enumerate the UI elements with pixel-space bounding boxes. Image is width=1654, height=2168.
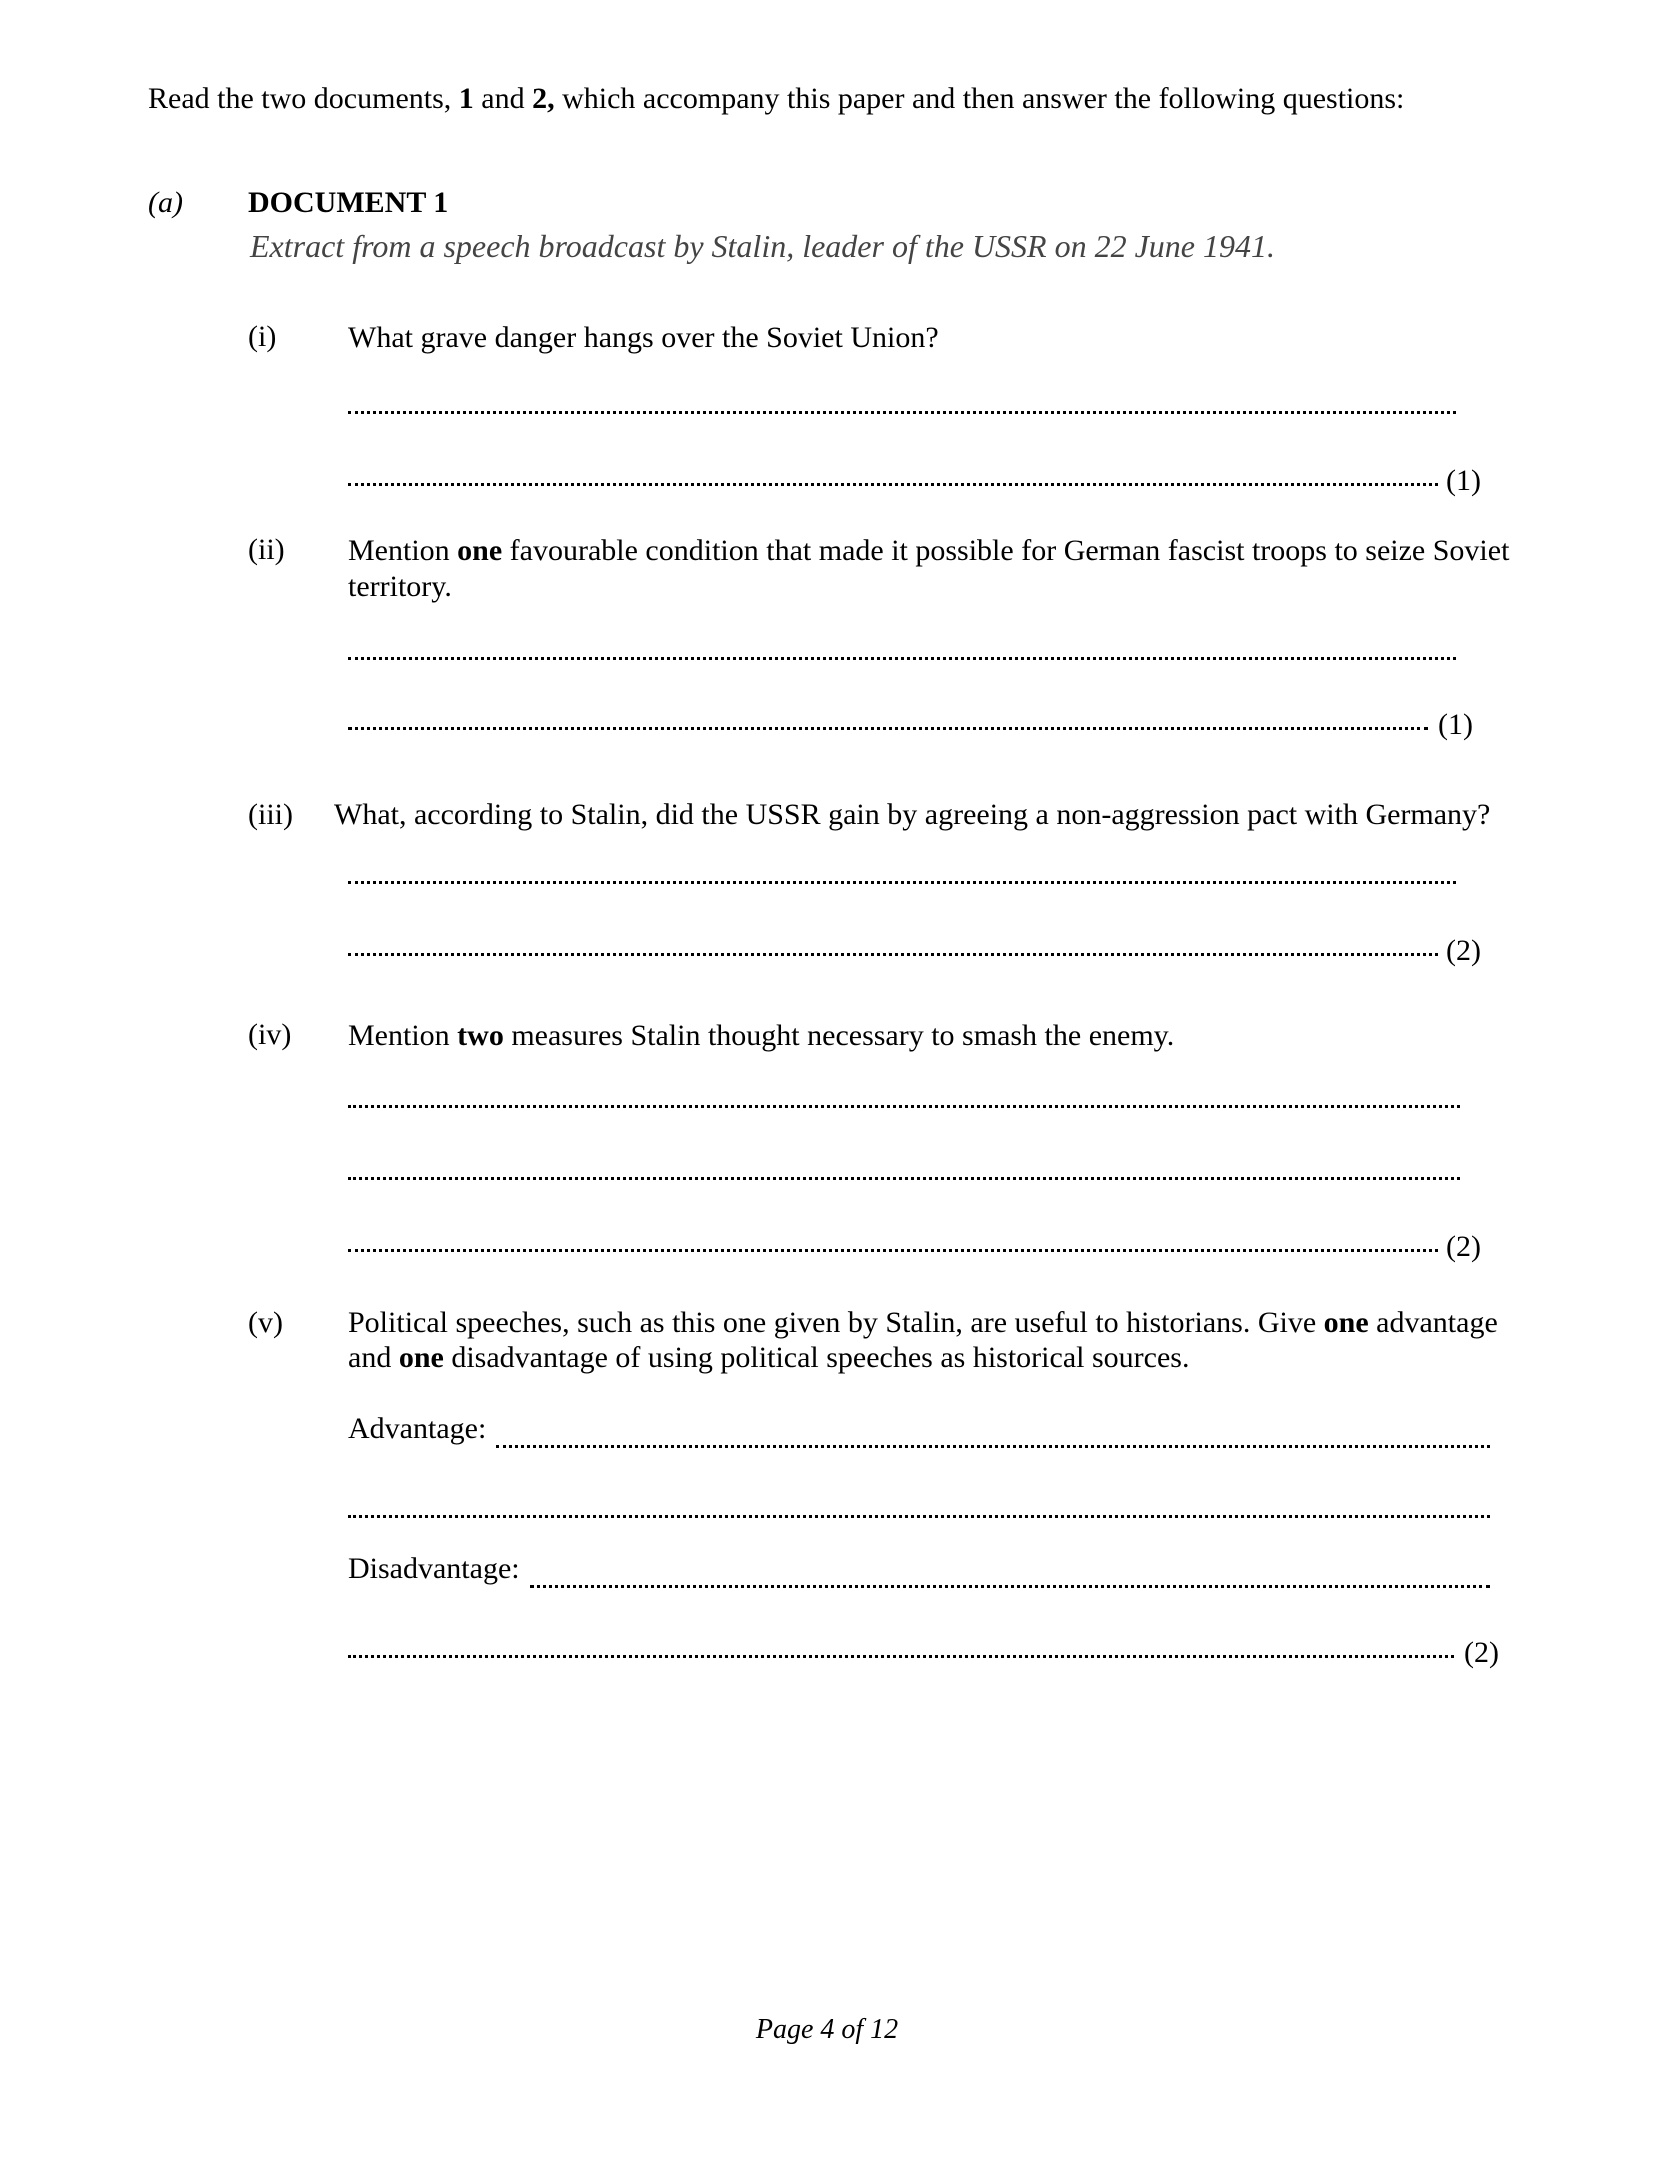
document-title: DOCUMENT 1	[248, 186, 449, 219]
answer-line[interactable]	[348, 1104, 1460, 1108]
marks-label: (2)	[1464, 1636, 1499, 1669]
question-text	[348, 1341, 1189, 1376]
disadvantage-answer-line[interactable]	[530, 1584, 1490, 1588]
answer-line[interactable]	[348, 726, 1428, 730]
emphasis: one	[1323, 1306, 1369, 1339]
question-text-part: and	[348, 1341, 399, 1374]
instructions-text: which accompany this paper and then answer the following questions:	[554, 82, 1405, 115]
disadvantage-label: Disadvantage:	[348, 1552, 520, 1585]
instructions-text: and	[473, 82, 533, 115]
document-subtitle: Extract from a speech broadcast by Stalin, leader of the USSR on 22 June 1941.	[250, 228, 1275, 264]
answer-line[interactable]	[348, 1514, 1490, 1518]
question-number: (v)	[248, 1306, 283, 1339]
answer-line[interactable]	[348, 656, 1456, 660]
answer-line[interactable]	[348, 410, 1456, 414]
emphasis: one	[398, 1341, 444, 1374]
question-number: (iv)	[248, 1018, 292, 1051]
question-text-part: Mention	[348, 534, 458, 567]
section-label: (a)	[148, 186, 183, 219]
question-text	[348, 1306, 1498, 1341]
question-text-part: disadvantage of using political speeches as historical sources.	[443, 1341, 1190, 1374]
document-number-2: 2,	[532, 82, 555, 115]
marks-label: (2)	[1446, 934, 1481, 967]
question-text-part: Political speeches, such as this one given by Stalin, are useful to historians. Give	[348, 1306, 1324, 1339]
answer-line[interactable]	[348, 1176, 1460, 1180]
question-text: What grave danger hangs over the Soviet Union?	[348, 321, 939, 354]
question-text-part: Mention	[348, 1019, 458, 1052]
question-text-part: favourable condition that made it possible for German fascist troops to seize Soviet territory.	[348, 534, 1510, 603]
question-text	[348, 533, 1528, 605]
instructions	[148, 82, 1404, 117]
answer-line[interactable]	[348, 1248, 1438, 1252]
question-number: (iii)	[248, 798, 293, 831]
answer-line[interactable]	[348, 482, 1438, 486]
marks-label: (1)	[1438, 708, 1473, 741]
question-text	[348, 1018, 1528, 1054]
emphasis: two	[457, 1019, 504, 1052]
marks-label: (1)	[1446, 464, 1481, 497]
answer-line[interactable]	[348, 880, 1456, 884]
marks-label: (2)	[1446, 1230, 1481, 1263]
question-text: What, according to Stalin, did the USSR gain by agreeing a non-aggression pact with Germany?	[334, 798, 1491, 831]
answer-line[interactable]	[348, 1654, 1454, 1658]
page-number: Page 4 of 12	[755, 2014, 899, 2045]
advantage-answer-line[interactable]	[496, 1444, 1490, 1448]
question-number: (i)	[248, 320, 277, 353]
answer-line[interactable]	[348, 952, 1438, 956]
question-text-part: measures Stalin thought necessary to smash the enemy.	[503, 1019, 1175, 1052]
document-number-1: 1	[458, 82, 474, 115]
question-number: (ii)	[248, 533, 285, 566]
instructions-text: Read the two documents,	[148, 82, 459, 115]
emphasis: one	[457, 534, 503, 567]
question-text-part: advantage	[1368, 1306, 1498, 1339]
advantage-label: Advantage:	[348, 1412, 487, 1445]
